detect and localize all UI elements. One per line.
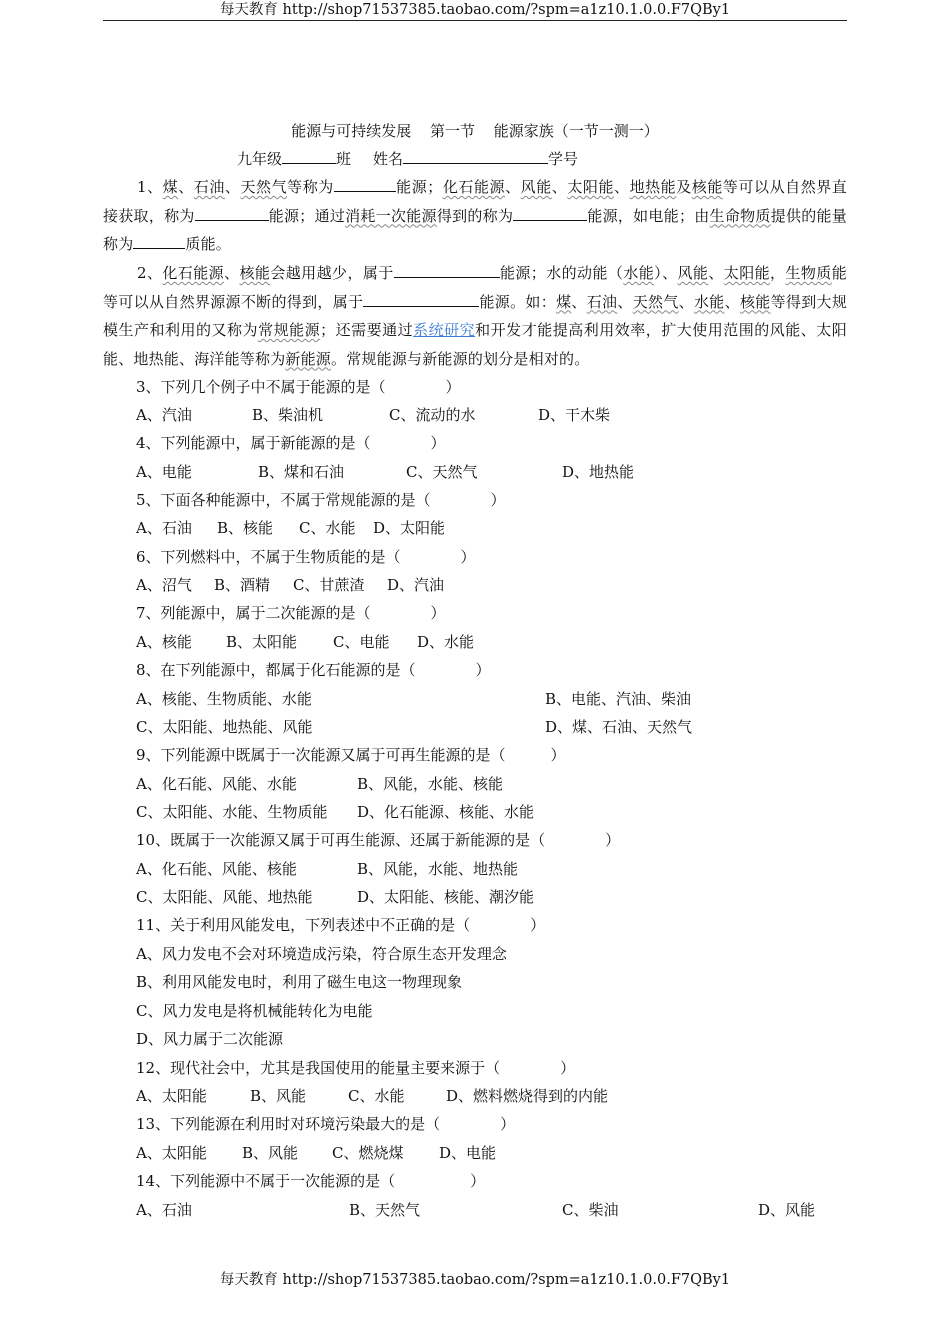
- q14-option-b[interactable]: B、天然气: [349, 1201, 421, 1219]
- question-11-stem: 11、关于利用风能发电，下列表述中不正确的是（ ）: [136, 916, 546, 934]
- q12-option-d[interactable]: D、燃料燃烧得到的内能: [446, 1087, 609, 1105]
- q10-option-c[interactable]: C、太阳能、风能、地热能: [136, 888, 313, 906]
- question-5-stem: 5、下面各种能源中，不属于常规能源的是（ ）: [136, 491, 506, 509]
- q1-blank-4[interactable]: [133, 234, 185, 249]
- q11-option-b[interactable]: B、利用风能发电时，利用了磁生电这一物理现象: [136, 973, 463, 991]
- question-7-stem: 7、列能源中，属于二次能源的是（ ）: [136, 604, 446, 622]
- q14-option-d[interactable]: D、风能: [758, 1201, 816, 1219]
- system-research-link[interactable]: 系统研究: [413, 321, 476, 339]
- q11-option-d[interactable]: D、风力属于二次能源: [136, 1030, 284, 1048]
- q8-option-a[interactable]: A、核能、生物质能、水能: [136, 690, 312, 708]
- q1-blank-1[interactable]: [334, 177, 396, 192]
- question-10-stem: 10、既属于一次能源又属于可再生能源、还属于新能源的是（ ）: [136, 831, 621, 849]
- q10-option-b[interactable]: B、风能，水能、地热能: [357, 860, 519, 878]
- q14-option-a[interactable]: A、石油: [136, 1201, 192, 1219]
- q10-option-d[interactable]: D、太阳能、核能、潮汐能: [357, 888, 535, 906]
- q7-option-c[interactable]: C、电能: [333, 633, 390, 651]
- question-14-stem: 14、下列能源中不属于一次能源的是（ ）: [136, 1172, 486, 1190]
- q4-option-d[interactable]: D、地热能: [562, 463, 635, 481]
- title-subtitle: 能源家族（一节一测一）: [493, 122, 659, 140]
- question-1: 1、煤、石油、天然气等称为 能源；化石能源、风能、太阳能、地热能及核能等可以从自然界直接获取，称为 能源；通过消耗一次能源得到的称为 能源，如电能；由生命物质提供的能量称为 质能。: [103, 178, 848, 253]
- grade-label: 九年级: [237, 150, 283, 168]
- q11-option-c[interactable]: C、风力发电是将机械能转化为电能: [136, 1002, 373, 1020]
- class-label: 班: [336, 150, 352, 168]
- q3-option-d[interactable]: D、干木柴: [538, 406, 611, 424]
- q1-blank-3[interactable]: [513, 206, 587, 221]
- q2-blank-1[interactable]: [394, 263, 500, 278]
- q7-option-a[interactable]: A、核能: [136, 633, 192, 651]
- page-header: 每天教育 http://shop71537385.taobao.com/?spm=a1z10.1.0.0.F7QBy1: [103, 0, 847, 21]
- q7-option-d[interactable]: D、水能: [417, 633, 475, 651]
- question-9-stem: 9、下列能源中既属于一次能源又属于可再生能源的是（ ）: [136, 746, 566, 764]
- q5-option-b[interactable]: B、核能: [217, 519, 274, 537]
- q5-option-a[interactable]: A、石油: [136, 519, 192, 537]
- question-12-stem: 12、现代社会中，尤其是我国使用的能量主要来源于（ ）: [136, 1059, 576, 1077]
- class-blank[interactable]: [282, 149, 336, 164]
- q6-option-b[interactable]: B、酒精: [214, 576, 271, 594]
- q8-option-b[interactable]: B、电能、汽油、柴油: [545, 690, 692, 708]
- title-section: 第一节: [429, 122, 475, 140]
- q6-option-a[interactable]: A、沼气: [136, 576, 192, 594]
- name-blank[interactable]: [403, 149, 548, 164]
- q9-option-d[interactable]: D、化石能源、核能、水能: [357, 803, 535, 821]
- q9-option-b[interactable]: B、风能，水能、核能: [357, 775, 504, 793]
- q8-option-d[interactable]: D、煤、石油、天然气: [545, 718, 693, 736]
- q14-option-c[interactable]: C、柴油: [562, 1201, 619, 1219]
- number-label: 学号: [548, 150, 579, 168]
- q12-option-a[interactable]: A、太阳能: [136, 1087, 207, 1105]
- q1-blank-2[interactable]: [195, 206, 269, 221]
- worksheet-title: [103, 121, 847, 141]
- q4-option-a[interactable]: A、电能: [136, 463, 192, 481]
- q13-option-a[interactable]: A、太阳能: [136, 1144, 207, 1162]
- question-4-stem: 4、下列能源中，属于新能源的是（ ）: [136, 434, 446, 452]
- q9-option-c[interactable]: C、太阳能、水能、生物质能: [136, 803, 328, 821]
- q4-option-b[interactable]: B、煤和石油: [258, 463, 345, 481]
- q12-option-b[interactable]: B、风能: [250, 1087, 307, 1105]
- name-label: 姓名: [373, 150, 404, 168]
- q11-option-a[interactable]: A、风力发电不会对环境造成污染，符合原生态开发理念: [136, 945, 507, 963]
- question-13-stem: 13、下列能源在利用时对环境污染最大的是（ ）: [136, 1115, 516, 1133]
- q4-option-c[interactable]: C、天然气: [406, 463, 478, 481]
- page-footer: 每天教育 http://shop71537385.taobao.com/?spm=a1z10.1.0.0.F7QBy1: [219, 1272, 731, 1288]
- q2-blank-2[interactable]: [363, 292, 479, 307]
- q9-option-a[interactable]: A、化石能、风能、水能: [136, 775, 297, 793]
- question-2: 2、化石能源、核能会越用越少，属于 能源；水的动能（水能）、风能、太阳能，生物质能等可以从自然界源源不断的得到，属于 能源。如：煤、石油、天然气、水能、核能等得到大规模生产和利用的又称为常规能源；还需要通过系统研究和开发才能提高利用效率，扩大使用范围的风能、太阳能、地热能、海洋能等称为新能源。常规能源与新能源的划分是相对的。: [103, 264, 848, 368]
- question-3-stem: 3、下列几个例子中不属于能源的是（ ）: [136, 378, 461, 396]
- q3-option-c[interactable]: C、流动的水: [389, 406, 476, 424]
- title-topic: 能源与可持续发展: [291, 122, 412, 140]
- q10-option-a[interactable]: A、化石能、风能、核能: [136, 860, 297, 878]
- q6-option-c[interactable]: C、甘蔗渣: [293, 576, 365, 594]
- q3-option-b[interactable]: B、柴油机: [252, 406, 324, 424]
- q5-option-c[interactable]: C、水能: [299, 519, 356, 537]
- q6-option-d[interactable]: D、汽油: [387, 576, 445, 594]
- q5-option-d[interactable]: D、太阳能: [373, 519, 446, 537]
- question-8-stem: 8、在下列能源中，都属于化石能源的是（ ）: [136, 661, 491, 679]
- q7-option-b[interactable]: B、太阳能: [226, 633, 298, 651]
- q8-option-c[interactable]: C、太阳能、地热能、风能: [136, 718, 313, 736]
- q3-option-a[interactable]: A、汽油: [136, 406, 192, 424]
- q13-option-b[interactable]: B、风能: [242, 1144, 299, 1162]
- question-6-stem: 6、下列燃料中，不属于生物质能的是（ ）: [136, 548, 476, 566]
- student-info-line: [237, 149, 578, 169]
- q13-option-c[interactable]: C、燃烧煤: [332, 1144, 404, 1162]
- q12-option-c[interactable]: C、水能: [348, 1087, 405, 1105]
- q13-option-d[interactable]: D、电能: [439, 1144, 497, 1162]
